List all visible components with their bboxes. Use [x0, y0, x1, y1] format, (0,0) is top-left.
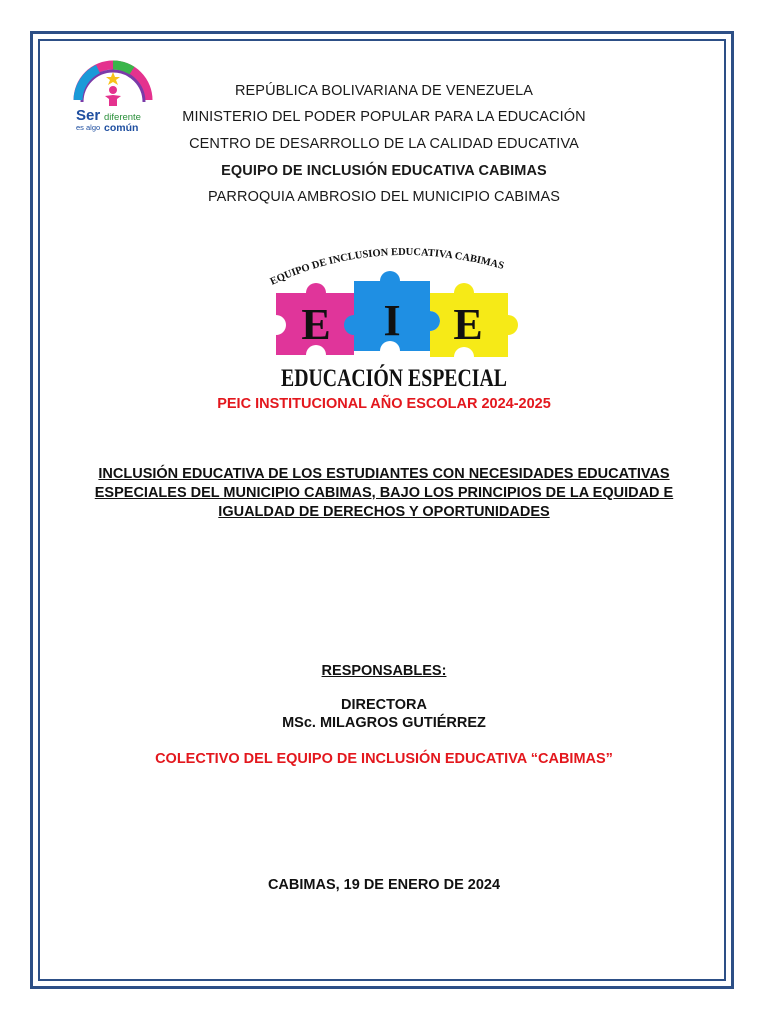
header-republic: REPÚBLICA BOLIVARIANA DE VENEZUELA	[234, 83, 534, 99]
title-line: ESPECIALES DEL MUNICIPIO CABIMAS, BAJO LOS PRINCIPIOS DE LA EQUIDAD E	[94, 485, 674, 501]
header-ministry: MINISTERIO DEL PODER POPULAR PARA LA EDUCACIÓN	[182, 109, 586, 125]
logo-word-esalgo: es algo	[76, 123, 101, 132]
logo-word-comun: común	[104, 122, 139, 134]
header-parish: PARROQUIA AMBROSIO DEL MUNICIPIO CABIMAS	[207, 189, 561, 205]
logo-word-ser: Ser	[76, 107, 101, 124]
eie-letter-e1: E	[301, 300, 331, 349]
director-name: MSc. MILAGROS GUTIÉRREZ	[282, 715, 486, 731]
title-line: INCLUSIÓN EDUCATIVA DE LOS ESTUDIANTES CON NECESIDADES EDUCATIVAS	[98, 466, 670, 482]
eie-letter-e2: E	[453, 300, 483, 349]
responsables-heading: RESPONSABLES:	[321, 663, 447, 679]
eie-education-logo	[258, 233, 530, 393]
title-line: IGUALDAD DE DERECHOS Y OPORTUNIDADES	[218, 504, 550, 520]
eie-letter-i: I	[383, 296, 401, 345]
place-date: CABIMAS, 19 DE ENERO DE 2024	[267, 877, 501, 893]
director-role: DIRECTORA	[341, 697, 427, 713]
logo-word-diferente: diferente	[104, 112, 141, 123]
eie-caption: EDUCACIÓN ESPECI	[281, 365, 530, 392]
peic-heading: PEIC INSTITUCIONAL AÑO ESCOLAR 2024-2025	[217, 396, 551, 412]
header-team: EQUIPO DE INCLUSIÓN EDUCATIVA CABIMAS	[221, 163, 547, 179]
header-center: CENTRO DE DESARROLLO DE LA CALIDAD EDUCATIVA	[189, 136, 579, 152]
project-title	[70, 465, 698, 522]
colectivo-line: COLECTIVO DEL EQUIPO DE INCLUSIÓN EDUCATIVA “CABIMAS”	[155, 751, 613, 767]
eie-arc-text: EQUIPO DE INCLUSION EDUCATIVA CABIMAS	[268, 246, 506, 288]
